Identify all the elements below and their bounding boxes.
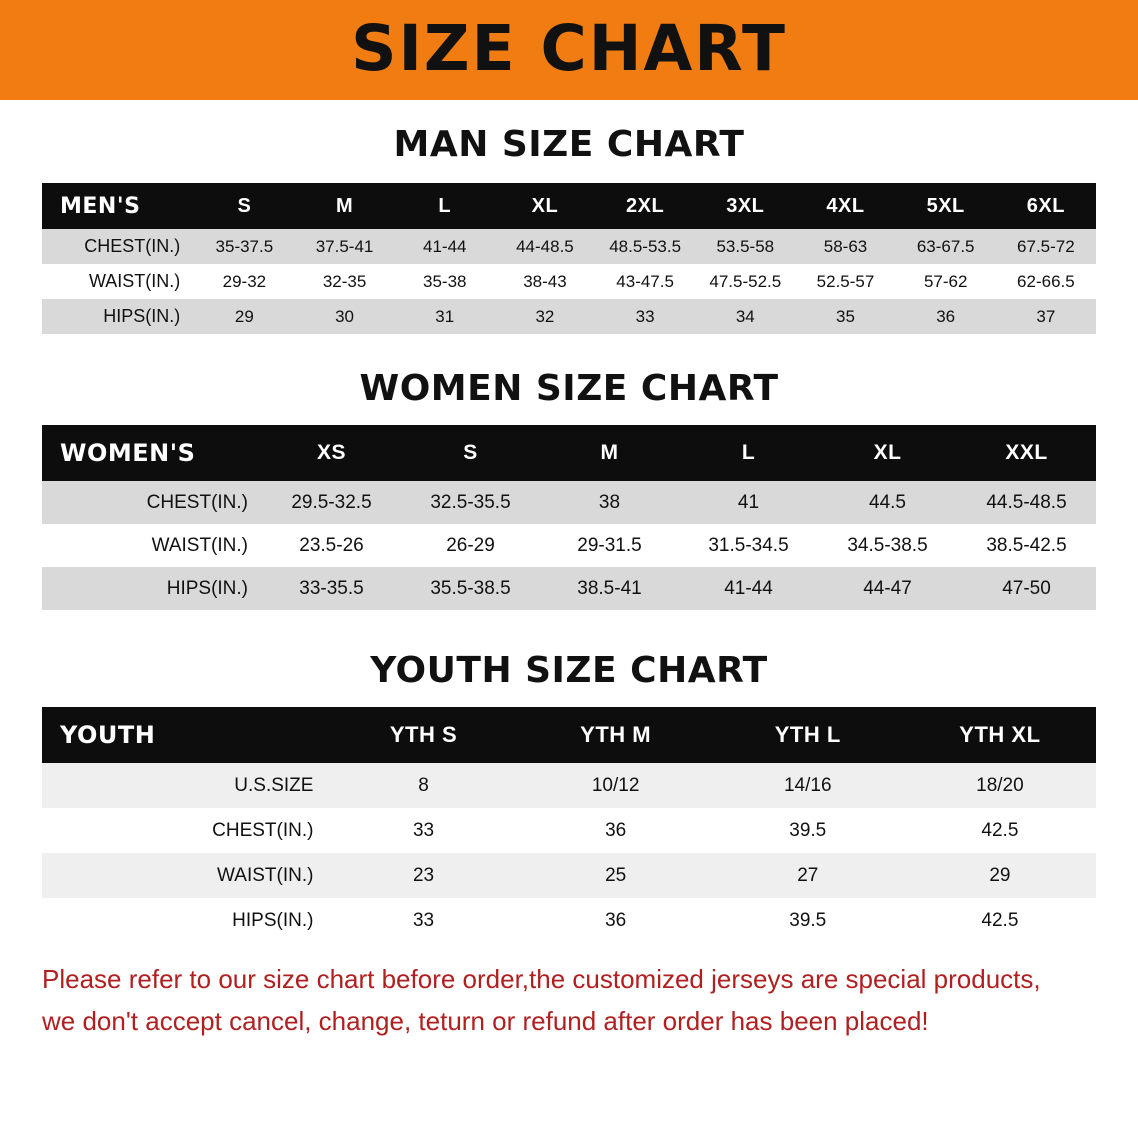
table-cell: 23 [327,853,519,898]
table-cell: 41-44 [679,567,818,610]
table-cell: 42.5 [904,898,1096,943]
disclaimer-line-1: Please refer to our size chart before order,the customized jerseys are special products, [42,964,1041,994]
youth-header-m: YTH M [520,707,712,763]
man-section-title: MAN SIZE CHART [393,124,745,165]
table-row [42,567,1096,610]
women-header-label: WOMEN'S [42,425,262,481]
women-row-label-hips: HIPS(IN.) [42,567,262,610]
table-cell: 8 [327,763,519,808]
table-cell: 42.5 [904,808,1096,853]
table-cell: 37.5-41 [294,229,394,264]
table-cell: 18/20 [904,763,1096,808]
women-row-label-chest: CHEST(IN.) [42,481,262,524]
table-cell: 38.5-41 [540,567,679,610]
table-row [42,853,1096,898]
table-row [42,264,1096,299]
youth-header-label: YOUTH [42,707,327,763]
table-cell: 48.5-53.5 [595,229,695,264]
table-cell: 38.5-42.5 [957,524,1096,567]
youth-row-label-waist: WAIST(IN.) [42,853,327,898]
table-cell: 33 [595,299,695,334]
men-size-table [42,183,1096,334]
youth-section-title: YOUTH SIZE CHART [370,650,768,691]
table-cell: 43-47.5 [595,264,695,299]
women-header-s: S [401,425,540,481]
table-cell: 32.5-35.5 [401,481,540,524]
table-cell: 32-35 [294,264,394,299]
table-cell: 27 [712,853,904,898]
men-header-2xl: 2XL [595,183,695,229]
table-cell: 44-48.5 [495,229,595,264]
table-cell: 44.5-48.5 [957,481,1096,524]
table-cell: 34.5-38.5 [818,524,957,567]
table-cell: 31.5-34.5 [679,524,818,567]
table-cell: 44-47 [818,567,957,610]
table-cell: 67.5-72 [996,229,1096,264]
table-cell: 23.5-26 [262,524,401,567]
page-title: SIZE CHART [351,11,787,85]
table-cell: 35 [795,299,895,334]
table-cell: 47-50 [957,567,1096,610]
table-row [42,763,1096,808]
table-cell: 29 [194,299,294,334]
women-header-xl: XL [818,425,957,481]
table-cell: 63-67.5 [896,229,996,264]
men-header-l: L [395,183,495,229]
table-cell: 30 [294,299,394,334]
women-header-l: L [679,425,818,481]
men-header-xl: XL [495,183,595,229]
table-cell: 29-31.5 [540,524,679,567]
table-row [42,808,1096,853]
table-cell: 34 [695,299,795,334]
youth-header-xl: YTH XL [904,707,1096,763]
table-cell: 14/16 [712,763,904,808]
table-cell: 32 [495,299,595,334]
youth-row-label-ussize: U.S.SIZE [42,763,327,808]
disclaimer-note [42,959,1096,1042]
table-cell: 36 [896,299,996,334]
women-header-xs: XS [262,425,401,481]
table-header-row [42,183,1096,229]
men-header-4xl: 4XL [795,183,895,229]
table-header-row [42,425,1096,481]
table-cell: 29.5-32.5 [262,481,401,524]
men-header-s: S [194,183,294,229]
table-cell: 31 [395,299,495,334]
youth-size-table [42,707,1096,943]
table-cell: 53.5-58 [695,229,795,264]
youth-header-l: YTH L [712,707,904,763]
table-row [42,898,1096,943]
men-header-6xl: 6XL [996,183,1096,229]
table-cell: 37 [996,299,1096,334]
table-cell: 41 [679,481,818,524]
table-cell: 29 [904,853,1096,898]
table-cell: 29-32 [194,264,294,299]
women-header-xxl: XXL [957,425,1096,481]
youth-row-label-hips: HIPS(IN.) [42,898,327,943]
table-cell: 35-37.5 [194,229,294,264]
table-cell: 26-29 [401,524,540,567]
table-cell: 38 [540,481,679,524]
table-cell: 35.5-38.5 [401,567,540,610]
men-header-label: MEN'S [42,183,194,229]
table-cell: 36 [520,808,712,853]
men-header-3xl: 3XL [695,183,795,229]
men-row-label-hips: HIPS(IN.) [42,299,194,334]
table-cell: 25 [520,853,712,898]
table-cell: 33 [327,808,519,853]
table-cell: 36 [520,898,712,943]
disclaimer-line-2: we don't accept cancel, change, teturn or refund after order has been placed! [42,1005,929,1036]
table-cell: 52.5-57 [795,264,895,299]
table-cell: 39.5 [712,808,904,853]
table-cell: 38-43 [495,264,595,299]
table-cell: 62-66.5 [996,264,1096,299]
table-row [42,299,1096,334]
women-section-title: WOMEN SIZE CHART [359,368,779,409]
men-row-label-chest: CHEST(IN.) [42,229,194,264]
youth-header-s: YTH S [327,707,519,763]
table-cell: 33 [327,898,519,943]
table-cell: 47.5-52.5 [695,264,795,299]
table-cell: 58-63 [795,229,895,264]
table-header-row [42,707,1096,763]
men-header-m: M [294,183,394,229]
table-cell: 35-38 [395,264,495,299]
table-row [42,524,1096,567]
table-cell: 33-35.5 [262,567,401,610]
table-row [42,229,1096,264]
men-header-5xl: 5XL [896,183,996,229]
women-size-table [42,425,1096,610]
women-header-m: M [540,425,679,481]
table-cell: 57-62 [896,264,996,299]
table-cell: 41-44 [395,229,495,264]
table-cell: 10/12 [520,763,712,808]
women-row-label-waist: WAIST(IN.) [42,524,262,567]
table-row [42,481,1096,524]
table-cell: 44.5 [818,481,957,524]
men-row-label-waist: WAIST(IN.) [42,264,194,299]
banner [0,0,1138,100]
table-cell: 39.5 [712,898,904,943]
youth-row-label-chest: CHEST(IN.) [42,808,327,853]
